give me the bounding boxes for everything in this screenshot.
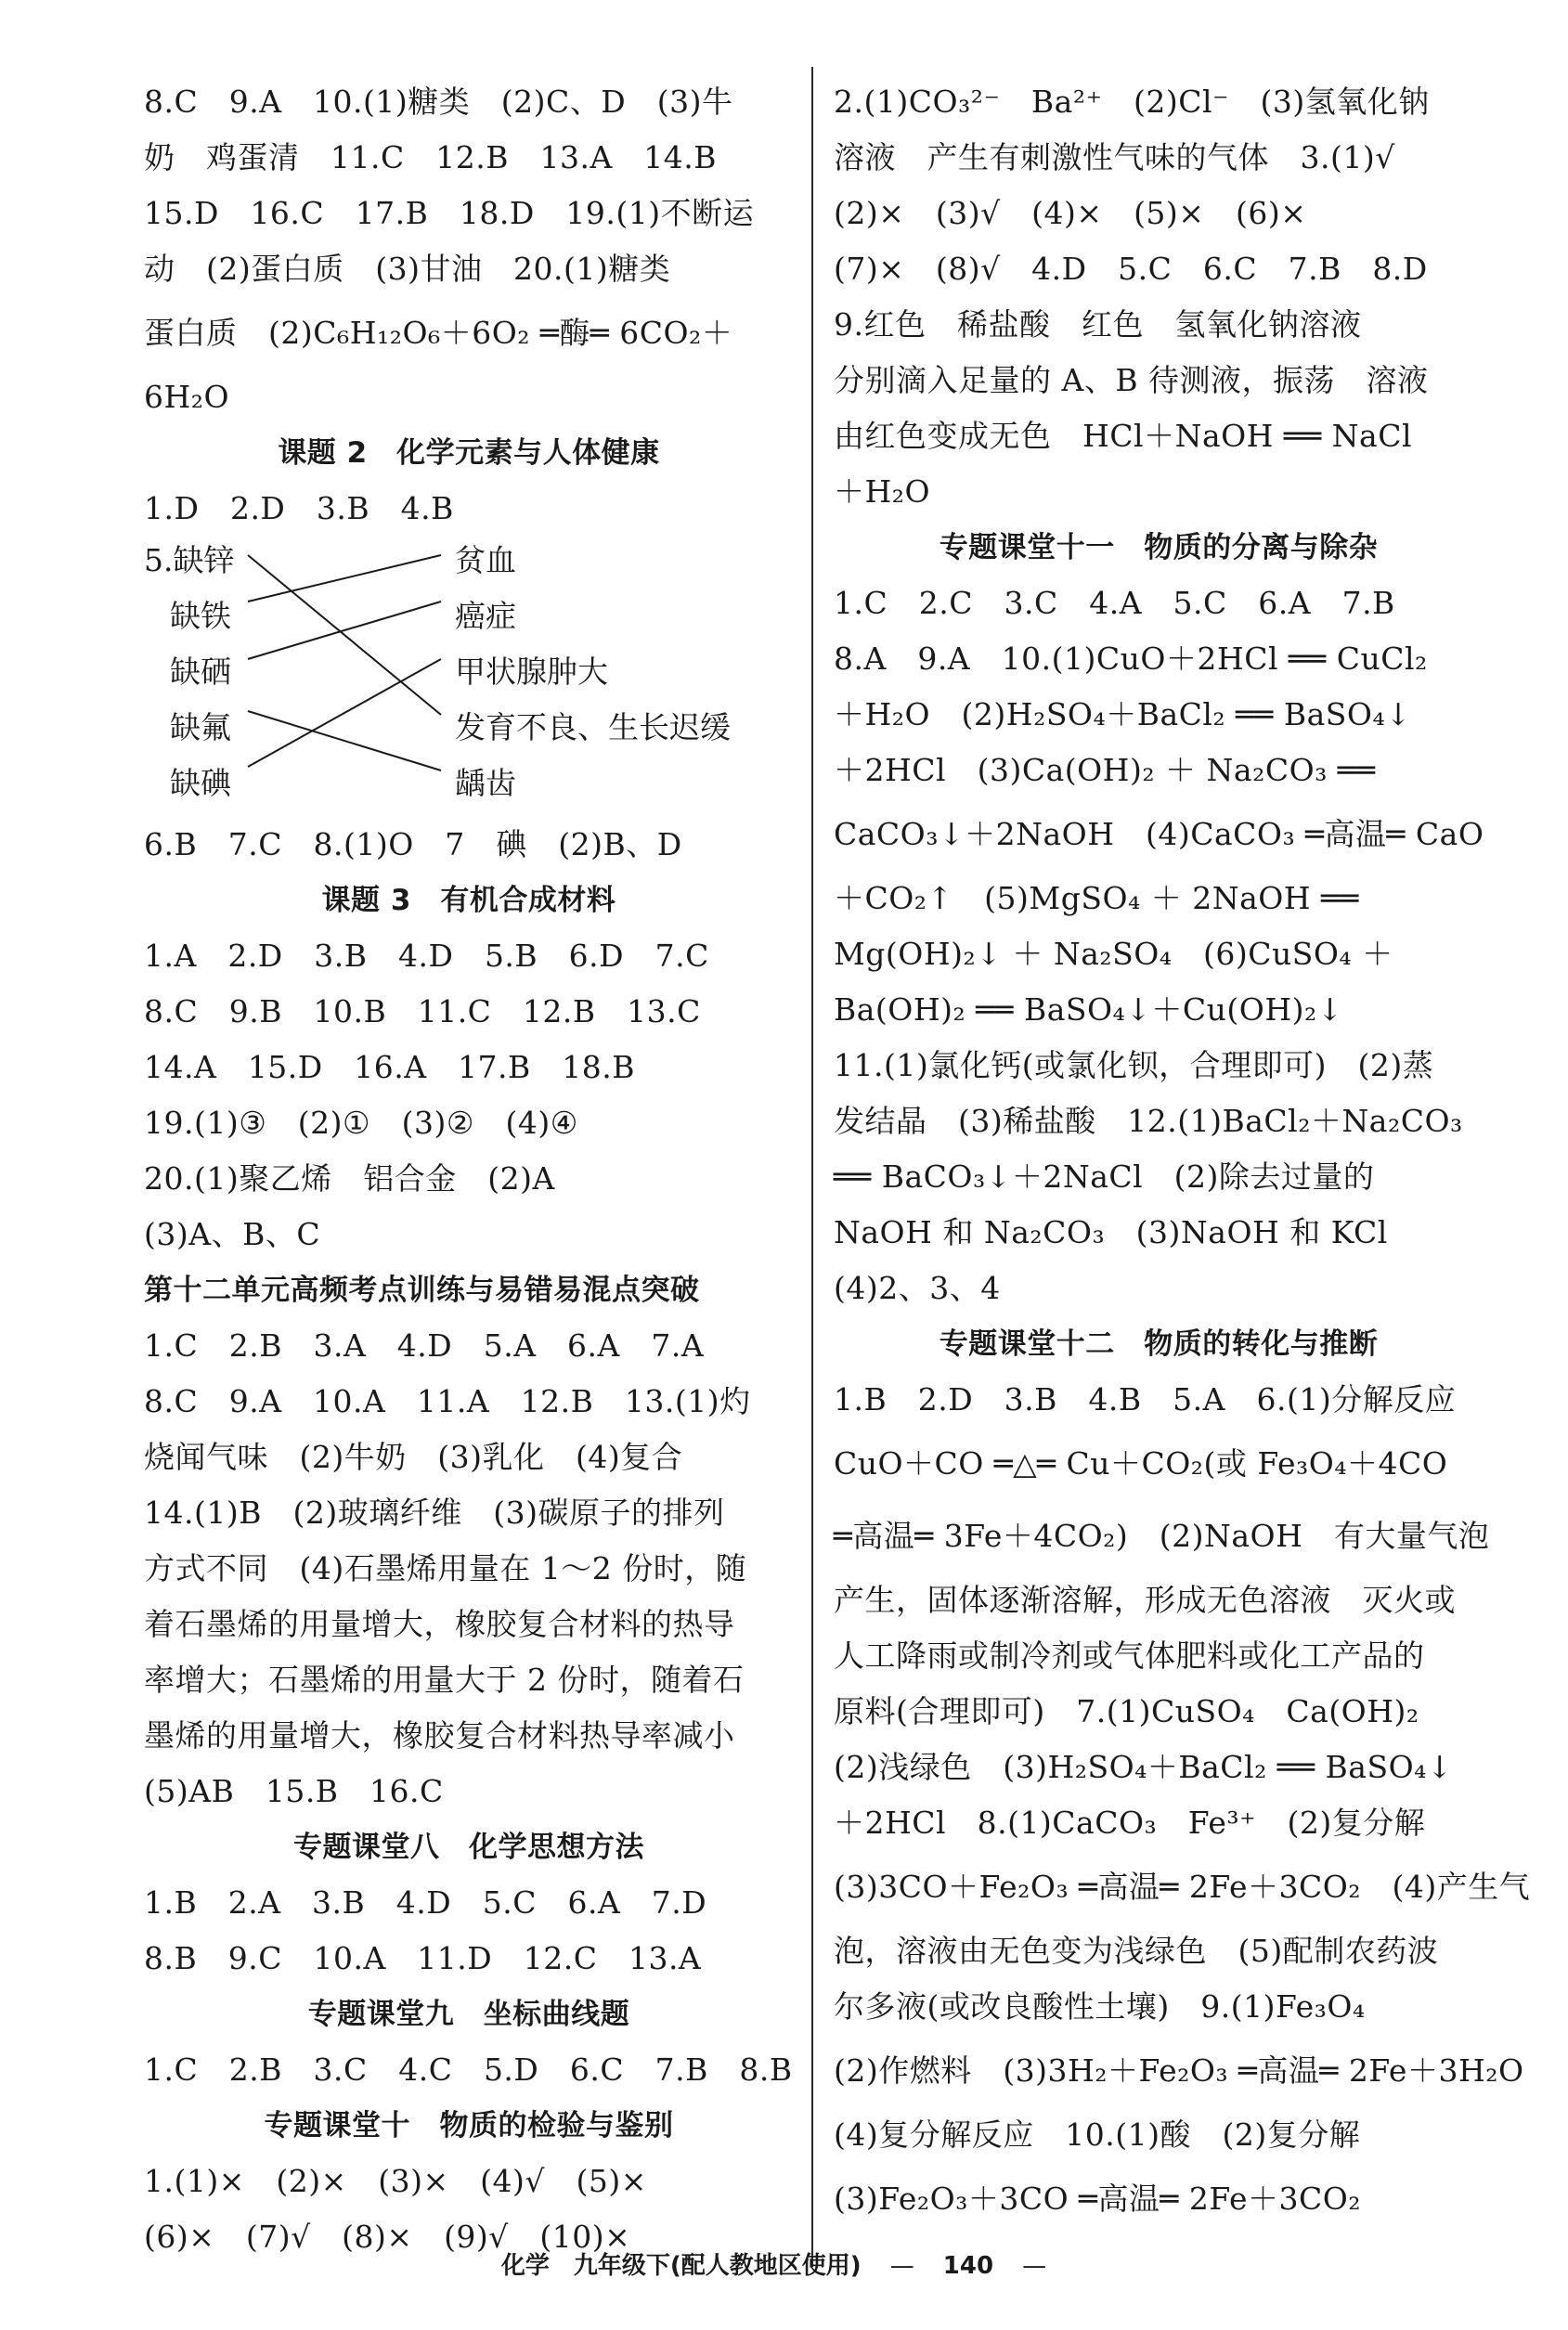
left-column [144, 74, 794, 2265]
section-heading: 专题课堂十二 物质的转化与推断 [939, 1327, 1379, 1361]
match-left-item: 缺氟 [170, 709, 231, 745]
answer-line: 墨烯的用量增大，橡胶复合材料热导率减小 [144, 1717, 735, 1754]
answer-line: 8.A 9.A 10.(1)CuO＋2HCl ══ CuCl₂ [834, 641, 1428, 677]
match-line-selenium [248, 602, 441, 659]
answer-line: ＋H₂O (2)H₂SO₄＋BaCl₂ ══ BaSO₄↓ [834, 696, 1412, 732]
answer-line: ＋H₂O [834, 473, 931, 510]
answer-line: ＋CO₂↑ (5)MgSO₄ ＋ 2NaOH ══ [834, 880, 1359, 916]
match-right-item: 癌症 [455, 598, 516, 634]
answer-line: 1.C 2.C 3.C 4.A 5.C 6.A 7.B [834, 585, 1395, 621]
answer-line: 1.B 2.D 3.B 4.B 5.A 6.(1)分解反应 [834, 1381, 1457, 1417]
answer-line: 6.B 7.C 8.(1)O 7 碘 (2)B、D [144, 826, 682, 862]
answer-line: 原料(合理即可) 7.(1)CuSO₄ Ca(OH)₂ [834, 1693, 1419, 1729]
answer-line: 15.D 16.C 17.B 18.D 19.(1)不断运 [144, 195, 755, 231]
answer-line: (3)3CO＋Fe₂O₃ ═高温═ 2Fe＋3CO₂ (4)产生气 [834, 1869, 1531, 1905]
answer-line: 8.C 9.A 10.A 11.A 12.B 13.(1)灼 [144, 1383, 751, 1419]
answer-line: 产生，固体逐渐溶解，形成无色溶液 灭火或 [834, 1582, 1456, 1618]
match-line-fluorine [248, 711, 441, 770]
answer-line: 人工降雨或制冷剂或气体肥料或化工产品的 [834, 1637, 1425, 1674]
answer-line: Ba(OH)₂ ══ BaSO₄↓＋Cu(OH)₂↓ [834, 991, 1343, 1028]
section-heading: 第十二单元高频考点训练与易错易混点突破 [144, 1274, 700, 1307]
match-right-item: 龋齿 [455, 765, 516, 801]
answer-line: 20.(1)聚乙烯 铝合金 (2)A [144, 1160, 555, 1197]
answer-line: 9.红色 稀盐酸 红色 氢氧化钠溶液 [834, 306, 1362, 343]
match-right-item: 贫血 [455, 542, 516, 578]
answer-line: (2)浅绿色 (3)H₂SO₄＋BaCl₂ ══ BaSO₄↓ [834, 1749, 1454, 1785]
right-column [834, 74, 1531, 2235]
matching-diagram [144, 537, 794, 817]
answer-line: 分别滴入足量的 A、B 待测液，振荡 溶液 [834, 362, 1429, 398]
answer-line: Mg(OH)₂↓ ＋ Na₂SO₄ (6)CuSO₄ ＋ [834, 936, 1393, 972]
answer-line: 2.(1)CO₃²⁻ Ba²⁺ (2)Cl⁻ (3)氢氧化钠 [834, 84, 1430, 120]
match-left-item: 缺硒 [170, 654, 231, 690]
answer-line: 方式不同 (4)石墨烯用量在 1～2 份时，随 [144, 1550, 747, 1586]
match-line-iodine [248, 659, 441, 767]
answer-line: 8.B 9.C 10.A 11.D 12.C 13.A [144, 1940, 702, 1976]
answer-line: 烧闻气味 (2)牛奶 (3)乳化 (4)复合 [144, 1439, 683, 1475]
answer-line: (7)× (8)√ 4.D 5.C 6.C 7.B 8.D [834, 251, 1428, 287]
answer-line: (6)× (7)√ (8)× (9)√ (10)× [144, 2219, 631, 2255]
section-heading: 专题课堂九 坐标曲线题 [307, 1998, 630, 2031]
match-right-item: 发育不良、生长迟缓 [455, 709, 731, 745]
answer-line: 19.(1)③ (2)① (3)② (4)④ [144, 1105, 578, 1141]
answer-line: 动 (2)蛋白质 (3)甘油 20.(1)糖类 [144, 251, 671, 287]
answer-line: (3)A、B、C [144, 1216, 321, 1252]
answer-line: 1.C 2.B 3.C 4.C 5.D 6.C 7.B 8.B [144, 2052, 793, 2088]
answer-line: CaCO₃↓＋2NaOH (4)CaCO₃ ═高温═ CaO [834, 816, 1484, 852]
answer-line: (4)2、3、4 [834, 1270, 1001, 1306]
answer-line: 14.A 15.D 16.A 17.B 18.B [144, 1049, 636, 1085]
answer-line: (2)作燃料 (3)3H₂＋Fe₂O₃ ═高温═ 2Fe＋3H₂O [834, 2052, 1524, 2089]
answer-line: (3)Fe₂O₃＋3CO ═高温═ 2Fe＋3CO₂ [834, 2181, 1362, 2217]
section-heading: 专题课堂十一 物质的分离与除杂 [939, 531, 1379, 564]
answer-line: 1.C 2.B 3.A 4.D 5.A 6.A 7.A [144, 1327, 705, 1364]
answer-line: 14.(1)B (2)玻璃纤维 (3)碳原子的排列 [144, 1495, 725, 1531]
answer-line: 8.C 9.A 10.(1)糖类 (2)C、D (3)牛 [144, 84, 733, 120]
answer-line: 着石墨烯的用量增大，橡胶复合材料的热导 [144, 1606, 735, 1642]
answer-line: 发结晶 (3)稀盐酸 12.(1)BaCl₂＋Na₂CO₃ [834, 1103, 1463, 1139]
answer-line: ══ BaCO₃↓＋2NaCl (2)除去过量的 [834, 1159, 1375, 1195]
section-heading: 课题 3 有机合成材料 [321, 884, 616, 917]
answer-line: ＋2HCl (3)Ca(OH)₂ ＋ Na₂CO₃ ══ [834, 752, 1376, 788]
answer-line: 尔多液(或改良酸性土壤) 9.(1)Fe₃O₄ [834, 1988, 1366, 2025]
page-footer [0, 2246, 1568, 2281]
answer-line: 6H₂O [144, 379, 230, 415]
match-right-item: 甲状腺肿大 [455, 654, 608, 690]
footer-dash-left: — [889, 2252, 914, 2280]
answer-line: 1.(1)× (2)× (3)× (4)√ (5)× [144, 2163, 647, 2199]
match-left-item: 5.缺锌 [144, 542, 235, 578]
section-heading: 专题课堂十 物质的检验与鉴别 [264, 2109, 674, 2142]
answer-line: 泡，溶液由无色变为浅绿色 (5)配制农药波 [834, 1933, 1439, 1969]
answer-line: (5)AB 15.B 16.C [144, 1773, 444, 1809]
page-number: 140 [942, 2252, 994, 2280]
answer-line: 由红色变成无色 HCl＋NaOH ══ NaCl [834, 418, 1413, 454]
answer-line: CuO＋CO ═△═ Cu＋CO₂(或 Fe₃O₄＋4CO [834, 1445, 1448, 1482]
answer-line: 溶液 产生有刺激性气味的气体 3.(1)√ [834, 139, 1395, 175]
match-left-item: 缺碘 [170, 765, 231, 801]
answer-line: (2)× (3)√ (4)× (5)× (6)× [834, 195, 1307, 231]
answer-line: 蛋白质 (2)C₆H₁₂O₆＋6O₂ ═酶═ 6CO₂＋ [144, 315, 733, 351]
answer-line: 11.(1)氯化钙(或氯化钡，合理即可) (2)蒸 [834, 1047, 1434, 1083]
section-heading: 课题 2 化学元素与人体健康 [278, 436, 660, 470]
answer-line: ＋2HCl 8.(1)CaCO₃ Fe³⁺ (2)复分解 [834, 1805, 1426, 1841]
footer-subject: 化学 九年级下(配人教地区使用) [500, 2252, 862, 2280]
answer-line: 1.B 2.A 3.B 4.D 5.C 6.A 7.D [144, 1884, 707, 1921]
answer-line: NaOH 和 Na₂CO₃ (3)NaOH 和 KCl [834, 1214, 1388, 1250]
match-left-item: 缺铁 [170, 598, 231, 634]
footer-dash-right: — [1022, 2252, 1047, 2280]
answer-line: ═高温═ 3Fe＋4CO₂) (2)NaOH 有大量气泡 [834, 1518, 1490, 1554]
answer-line: 奶 鸡蛋清 11.C 12.B 13.A 14.B [144, 139, 718, 175]
answer-line: 1.A 2.D 3.B 4.D 5.B 6.D 7.C [144, 938, 709, 974]
answer-line: 1.D 2.D 3.B 4.B [144, 490, 454, 526]
answer-line: 率增大；石墨烯的用量大于 2 份时，随着石 [144, 1662, 745, 1698]
answer-line: (4)复分解反应 10.(1)酸 (2)复分解 [834, 2116, 1361, 2153]
column-divider [811, 67, 813, 2267]
answer-line: 8.C 9.B 10.B 11.C 12.B 13.C [144, 993, 701, 1029]
section-heading: 专题课堂八 化学思想方法 [293, 1831, 644, 1864]
